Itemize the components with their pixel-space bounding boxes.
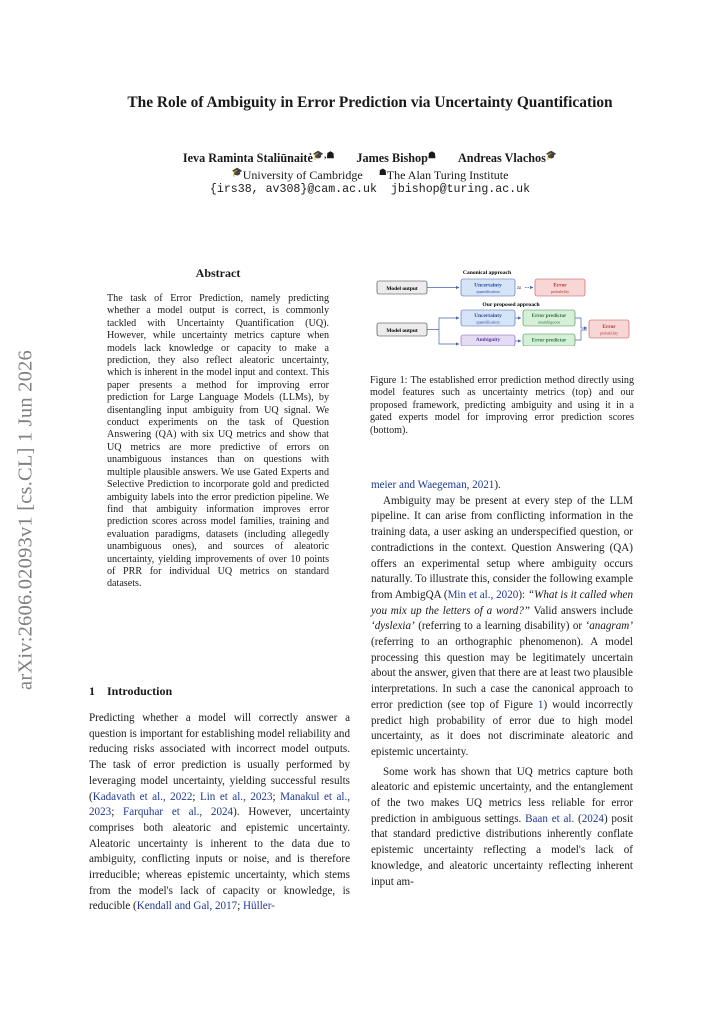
intro-text: ). However, uncertainty comprises both aleatoric and epistemic uncertainty. Aleatoric uncertainty is inherent to the data due to ambiguity, conflicting inputs or noise, and is therefore irreducible; whereas epistemic uncertainty, which stems from the model's lack of capacity or knowledge, is reducible ( [89,806,350,913]
intro-text: ; [111,806,124,819]
citation-link[interactable]: Kadavath et al., 2022 [92,790,193,803]
author-name: Andreas Vlachos [457,151,546,165]
paragraph-uq-metrics [371,765,633,891]
body-text: ) would incorrectly predict high probability of error due to high model uncertainty, as it does not discriminate aleatoric and epistemic uncertainty. [371,698,633,758]
section-number: 1 [89,684,95,698]
figure-1-diagram [371,266,633,346]
model-output-node-bottom [377,323,427,336]
node-sublabel: unambiguous [537,319,561,325]
body-text: Some work has shown that UQ metrics capture both aleatoric and epistemic uncertainty, and the entanglement of the two makes UQ metrics less reliable for error prediction in ambiguous settings. [371,765,633,825]
node-label: Uncertainty [474,282,502,289]
affiliation-name: University of Cambridge [242,168,363,182]
node-sublabel: probability [550,289,570,294]
body-text: ( [574,812,582,825]
node-label: Ambiguity [475,337,501,343]
uncertainty-node-top [461,279,515,296]
affiliation-list [70,167,670,183]
author-list [70,150,670,166]
citation-link[interactable]: Farquhar et al., 2024 [123,806,234,819]
uncertainty-node-bottom [461,310,515,326]
ambiguity-node [461,335,515,346]
node-sublabel: probability [599,330,619,336]
affiliation-mark: ☗ [427,150,436,160]
section-heading [89,684,172,699]
error-predictor-ambiguous-node [523,334,575,346]
body-text: ): [518,588,528,601]
node-label: Error predictor [531,313,567,319]
example-answer: ‘dyslexia’ [371,620,415,633]
node-sublabel: quantification [476,289,500,294]
author-name: James Bishop [356,151,428,165]
affiliation-mark: ☗ [378,167,387,177]
intro-text: ; [272,790,281,803]
body-text: ) posit that standard predictive distributions inherently conflate epistemic uncertainty reflecting a model's lack of knowledge, and aleatoric uncertainty reflecting inherent input am- [371,812,633,888]
affiliation-name: The Alan Turing Institute [386,168,509,182]
error-node-bottom [589,320,629,338]
body-text: ). [494,479,501,491]
approx-symbol: ≈ [517,284,521,292]
email[interactable]: jbishop@turing.ac.uk [390,183,531,196]
node-label: Model output [386,286,418,292]
citation-link[interactable]: Baan et al. [525,812,575,825]
paragraph-ambiguity [371,494,633,761]
node-label: Model output [386,328,418,334]
intro-text: ; [237,900,244,913]
body-text: Ambiguity may be present at every step of the LLM pipeline. It can arise from conflicting information in the training data, a user asking an underspecified question, or contradictions in the context. Question Answering (QA) offers an experimental setup where ambiguity occurs naturally. To illustrate this, consider the following example from AmbigQA ( [371,494,633,601]
intro-text: Predicting whether a model will correctly answer a question is important for establishing model reliability and reducing risks associated with incorrect model outputs. The task of error prediction is usually performed by leveraging model uncertainty, yielding successful results ( [89,712,350,803]
model-output-node-top [377,281,427,294]
affiliation-mark: 🎓 [231,167,243,177]
email[interactable]: {irs38, av308}@cam.ac.uk [209,183,377,196]
citation-link[interactable]: Manakul et al., 2023 [89,790,351,819]
node-label: Error predictor [531,337,567,344]
citation-link[interactable]: Kendall and Gal, 2017 [136,900,238,913]
citation-link[interactable]: meier and Waegeman, 2021 [371,479,495,491]
canonical-approach-label: Canonical approach [462,270,512,276]
abstract-text: The task of Error Prediction, namely predicting whether a model output is correct, is commonly tackled with Uncertainty Quantification (UQ). However, while uncertainty metrics capture when models lack knowledge or capacity to make a prediction, they also reflect aleatoric uncertainty, which is inherent in the model input and context. This paper presents a method for improving error prediction for Large Language Models (LLMs), by disentangling input ambiguity from UQ signal. We conduct experiments on the task of Question Answering (QA) with six UQ metrics and show that UQ metrics are more predictive of errors on unambiguous instances than on questions with multiple plausible answers. We use Gated Experts and Selective Prediction to incorporate gold and predicted ambiguity labels into the error prediction pipeline. We find that ambiguity information improves error prediction scores across model families, training and evaluation paradigms, datasets (including allegedly unambiguous ones), and sources of aleatoric uncertainty, yielding improvements of over 10 points of PRR for individual UQ metrics on standard datasets. [107,293,329,590]
proposed-approach-label: Our proposed approach [482,302,540,308]
arxiv-identifier: arXiv:2606.02093v1 [cs.CL] 1 Jun 2026 [14,350,37,690]
figure-caption: Figure 1: The established error prediction method directly using model features such as uncertainty metrics (top) and our proposed framework, predicting ambiguity and using it in a gated experts model for improving error prediction scores (bottom). [370,375,634,436]
email-list [70,183,670,196]
continued-paragraph [371,478,633,494]
figure-reference-link[interactable]: 1 [537,698,544,711]
example-answer: ‘anagram’ [585,620,633,633]
body-text: (referring to an orthographic phenomenon). A model processing this question may be legitimately uncertain about the answer, given that there are at least two plausible interpretations. In such a case the canonical approach to error prediction (see top of Figure [371,636,633,711]
arxiv-sidebar [6,300,46,740]
affiliation-mark: 🎓 [545,150,558,160]
intro-text: ; [192,790,200,803]
citation-link[interactable]: 2024 [581,812,604,825]
citation-link[interactable]: Lin et al., 2023 [199,790,273,803]
example-question: “What is it called when you mix up the letters of a word?” [371,588,633,617]
affiliation-mark: 🎓,☗ [312,150,335,160]
node-label: Error [553,282,567,289]
body-text: (referring to a learning disability) or [414,620,586,633]
paper-title: The Role of Ambiguity in Error Prediction via Uncertainty Quantification [127,94,613,111]
abstract-heading: Abstract [195,266,241,280]
right-column-text [371,478,633,890]
error-predictor-unambiguous-node [523,310,575,326]
author-name: Ieva Raminta Staliūnaitė [182,151,313,165]
node-label: Uncertainty [474,313,502,319]
intro-paragraph [89,711,350,915]
section-title: Introduction [107,684,173,698]
node-label: Error [602,324,616,330]
node-sublabel: quantification [476,319,500,325]
citation-link[interactable]: Hüller- [243,900,275,913]
body-text: Valid answers include [530,604,633,617]
error-node-top [535,279,585,296]
citation-link[interactable]: Min et al., 2020 [447,588,519,601]
